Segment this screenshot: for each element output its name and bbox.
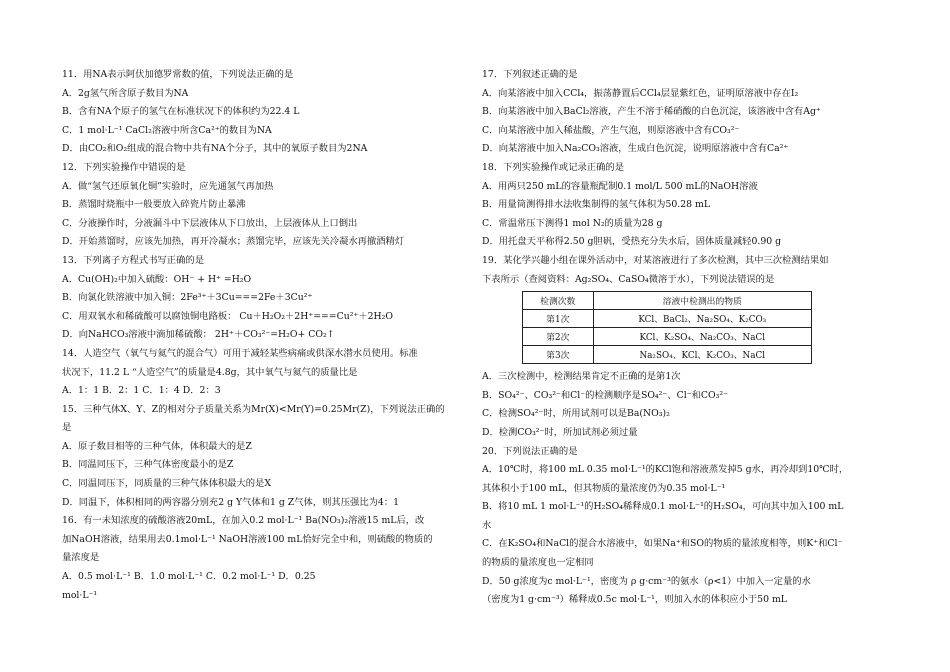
text-line: （密度为1 g·cm⁻³）稀释成0.5c mol·L⁻¹，则加入水的体积应小于50 mL	[482, 594, 787, 606]
text-line: B．蒸馏时烧瓶中一般要放入碎瓷片防止暴沸	[62, 199, 246, 211]
table-cell: KCl、K₂SO₄、Na₂CO₃、NaCl	[593, 328, 811, 346]
text-line: C．在K₂SO₄和NaCl的混合水溶液中，如果Na⁺和SO的物质的量浓度相等，则K⁺和Cl⁻	[482, 538, 843, 550]
text-line: A．做“氢气还原氧化铜”实验时，应先通氢气再加热	[62, 180, 274, 192]
text-line: C．常温常压下测得1 mol N₂的质量为28 g	[482, 217, 663, 229]
text-line: A．2g氢气所含原子数目为NA	[62, 87, 189, 99]
text-line: B．SO₄²⁻、CO₃²⁻和Cl⁻的检测顺序是SO₄²⁻、Cl⁻和CO₃²⁻	[482, 389, 728, 401]
text-line: C．向某溶液中加入稀盐酸，产生气泡，则原溶液中含有CO₃²⁻	[482, 124, 740, 136]
table-header: 溶液中检测出的物质	[593, 292, 811, 310]
text-line: C．同温同压下，同质量的三种气体体积最大的是X	[62, 478, 271, 490]
text-line: D．向某溶液中加入Na₂CO₃溶液，生成白色沉淀，说明原溶液中含有Ca²⁺	[482, 143, 789, 155]
text-line: A．三次检测中，检测结果肯定不正确的是第1次	[482, 371, 681, 383]
text-line: 11．用NA表示阿伏加德罗常数的值，下列说法正确的是	[62, 69, 294, 80]
text-line: D．由CO₂和O₂组成的混合物中共有NA个分子，其中的氧原子数目为2NA	[62, 143, 368, 155]
text-line: A．1：1 B．2：1 C．1：4 D．2：3	[62, 385, 221, 397]
table-row	[523, 310, 812, 328]
text-line: 加NaOH溶液，结果用去0.1mol·L⁻¹ NaOH溶液100 mL恰好完全中和，则硫酸的物质的	[62, 533, 433, 545]
text-line: B．同温同压下，三种气体密度最小的是Z	[62, 459, 234, 471]
text-line: A．10℃时，将100 mL 0.35 mol·L⁻¹的KCl饱和溶液蒸发掉5 g水，再冷却到10℃时，	[482, 464, 849, 476]
table-cell: KCl、BaCl₂、Na₂SO₄、K₂CO₃	[593, 310, 811, 328]
text-line: 15．三种气体X、Y、Z的相对分子质量关系为Mr(X)<Mr(Y)=0.25Mr(Z)，下列说法正确的	[62, 403, 445, 415]
text-line: D．用托盘天平称得2.50 g胆矾，受热充分失水后，固体质量减轻0.90 g	[482, 236, 782, 248]
text-line: B．向某溶液中加入BaCl₂溶液，产生不溶于稀硝酸的白色沉淀，该溶液中含有Ag⁺	[482, 106, 821, 118]
text-line: 量浓度是	[62, 552, 100, 564]
text-line: 水	[482, 519, 492, 531]
text-line: 16．有一未知浓度的硫酸溶液20mL，在加入0.2 mol·L⁻¹ Ba(NO₃)₂溶液15 mL后，改	[62, 515, 425, 527]
text-line: mol·L⁻¹	[62, 589, 98, 601]
text-line: B．向氯化铁溶液中加入铜：2Fe³⁺＋3Cu===2Fe＋3Cu²⁺	[62, 292, 313, 304]
table-row	[523, 328, 812, 346]
text-line: 是	[62, 422, 72, 434]
text-line: A．向某溶液中加入CCl₄，振荡静置后CCl₄层显紫红色，证明原溶液中存在I₂	[482, 87, 799, 99]
text-line: C．1 mol·L⁻¹ CaCl₂溶液中所含Ca²⁺的数目为NA	[62, 124, 272, 136]
text-line: B．含有NA个原子的氢气在标准状况下的体积约为22.4 L	[62, 106, 300, 118]
text-line: A．Cu(OH)₂中加入硫酸：OH⁻ + H⁺ =H₂O	[62, 273, 252, 285]
text-line: D．向NaHCO₃溶液中滴加稀硫酸： 2H⁺＋CO₃²⁻=H₂O+ CO₂↑	[62, 329, 335, 341]
text-line: D．50 g浓度为c mol·L⁻¹，密度为 ρ g·cm⁻³的氨水（ρ<1）中加入一定量的水	[482, 575, 811, 587]
text-line: 13．下列离子方程式书写正确的是	[62, 254, 204, 266]
table-cell: 第3次	[523, 346, 594, 364]
text-line: B．将10 mL 1 mol·L⁻¹的H₂SO₄稀释成0.1 mol·L⁻¹的H₂SO₄，可向其中加入100 mL	[482, 501, 844, 513]
table-cell: 第1次	[523, 310, 594, 328]
table-header-row	[523, 292, 812, 310]
text-line: 18．下列实验操作或记录正确的是	[482, 161, 624, 173]
text-line: D．开始蒸馏时，应该先加热，再开冷凝水；蒸馏完毕，应该先关冷凝水再撤酒精灯	[62, 236, 405, 248]
text-line: 12．下列实验操作中错误的是	[62, 161, 186, 173]
text-line: D．检测CO₃²⁻时，所加试剂必须过量	[482, 426, 638, 438]
text-line: 其体积小于100 mL，但其物质的量浓度仍为0.35 mol·L⁻¹	[482, 482, 726, 494]
table-header: 检测次数	[523, 292, 594, 310]
text-line: A．用两只250 mL的容量瓶配制0.1 mol/L 500 mL的NaOH溶液	[482, 180, 758, 192]
text-line: 17．下列叙述正确的是	[482, 69, 578, 80]
text-line: 14．人造空气（氧气与氦气的混合气）可用于减轻某些病痛或供深水潜水员使用。标准	[62, 347, 418, 359]
text-line: 状况下，11.2 L “人造空气”的质量是4.8g，其中氧气与氦气的质量比是	[62, 366, 358, 378]
table-row	[523, 346, 812, 364]
left-column	[62, 66, 462, 605]
text-line: C．检测SO₄²⁻时，所用试剂可以是Ba(NO₃)₂	[482, 408, 670, 420]
text-line: 下表所示（查阅资料：Ag₂SO₄、CaSO₄微溶于水），下列说法错误的是	[482, 273, 775, 285]
text-line: C．分液操作时，分液漏斗中下层液体从下口放出，上层液体从上口倒出	[62, 217, 358, 229]
table-cell: Na₂SO₄、KCl、K₂CO₃、NaCl	[593, 346, 811, 364]
text-line: 19．某化学兴趣小组在课外活动中，对某溶液进行了多次检测，其中三次检测结果如	[482, 254, 829, 266]
text-line: D．同温下，体积相同的两容器分别充2 g Y气体和1 g Z气体，则其压强比为4：1	[62, 496, 400, 508]
text-line: A．0.5 mol·L⁻¹ B．1.0 mol·L⁻¹ C．0.2 mol·L⁻¹ D．0.25	[62, 571, 316, 583]
text-line: A．原子数目相等的三种气体，体积最大的是Z	[62, 440, 252, 452]
text-line: 20．下列说法正确的是	[482, 445, 578, 457]
right-column	[482, 66, 882, 610]
text-line: C．用双氧水和稀硫酸可以腐蚀铜电路板： Cu＋H₂O₂＋2H⁺===Cu²⁺＋2H₂O	[62, 310, 393, 322]
table-cell: 第2次	[523, 328, 594, 346]
text-line: 的物质的量浓度也一定相同	[482, 557, 594, 569]
results-table	[522, 291, 812, 364]
text-line: B．用量筒测得排水法收集制得的氢气体积为50.28 mL	[482, 199, 711, 211]
